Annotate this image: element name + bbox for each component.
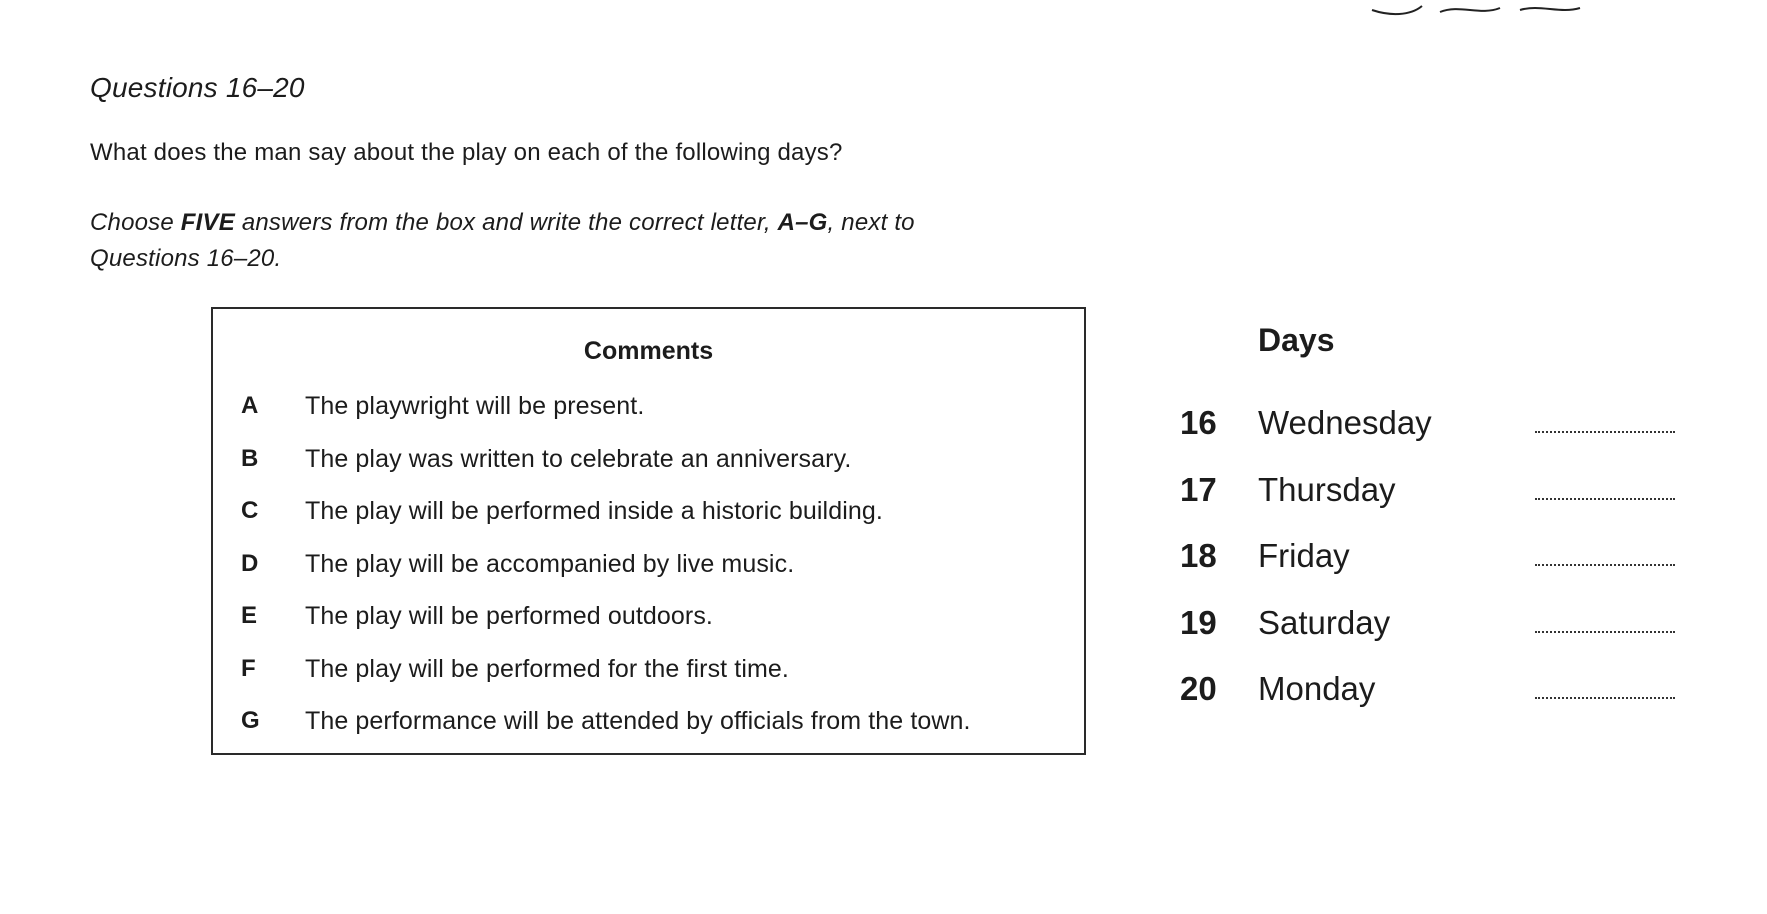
answer-blank[interactable] (1535, 431, 1675, 433)
instruction-line2: Questions 16–20. (90, 245, 282, 272)
comment-letter: B (241, 444, 259, 472)
answer-blank[interactable] (1535, 631, 1675, 633)
comment-text: The performance will be attended by officials from the town. (305, 707, 971, 735)
handwriting-scribble-icon (1370, 0, 1630, 20)
instruction-emphasis: A–G (777, 209, 828, 236)
instruction-text (90, 205, 1090, 277)
comment-text: The play was written to celebrate an anniversary. (305, 444, 852, 473)
day-item (1180, 670, 1680, 737)
day-list (1180, 404, 1680, 737)
question-text: What does the man say about the play on each of the following days? (90, 139, 843, 166)
day-item (1180, 471, 1680, 538)
day-name: Friday (1258, 537, 1350, 574)
comment-letter: C (241, 497, 259, 524)
comment-text: The play will be performed for the first time. (305, 654, 789, 683)
comment-letter: A (241, 392, 259, 419)
comment-text: The play will be performed outdoors. (305, 602, 713, 630)
comments-box (211, 307, 1086, 755)
comment-letter: G (241, 707, 260, 734)
instruction-part: answers from the box and write the correct letter, (234, 209, 778, 236)
instruction-emphasis: FIVE (180, 209, 235, 236)
comment-letter: F (241, 654, 256, 682)
comment-item (241, 445, 971, 498)
comment-item (241, 392, 971, 445)
question-number: 18 (1180, 537, 1217, 574)
instruction-part: , next to (827, 209, 915, 236)
answer-blank[interactable] (1535, 498, 1675, 500)
question-number: 20 (1180, 670, 1217, 707)
day-name: Monday (1258, 670, 1376, 707)
comment-text: The play will be performed inside a historic building. (305, 497, 883, 525)
comment-text: The playwright will be present. (305, 392, 645, 420)
day-item (1180, 404, 1680, 471)
day-item (1180, 537, 1680, 604)
day-item (1180, 604, 1680, 671)
question-number: 16 (1180, 404, 1217, 441)
comment-text: The play will be accompanied by live music. (305, 549, 795, 578)
question-number: 17 (1180, 470, 1217, 508)
day-name: Thursday (1258, 470, 1396, 508)
answer-blank[interactable] (1535, 697, 1675, 699)
comment-item (241, 497, 971, 550)
days-title: Days (1258, 322, 1335, 358)
comment-item (241, 602, 971, 655)
answer-blank[interactable] (1535, 564, 1675, 566)
instruction-part: Choose (90, 209, 181, 236)
comment-item (241, 655, 971, 708)
day-name: Wednesday (1258, 404, 1432, 441)
comment-letter: D (241, 549, 259, 577)
comment-letter: E (241, 602, 258, 629)
comments-title: Comments (583, 337, 714, 365)
question-number: 19 (1180, 603, 1217, 641)
comment-item (241, 707, 971, 760)
day-name: Saturday (1258, 603, 1391, 641)
comment-item (241, 550, 971, 603)
comment-list (241, 392, 971, 760)
section-heading: Questions 16–20 (90, 72, 305, 103)
